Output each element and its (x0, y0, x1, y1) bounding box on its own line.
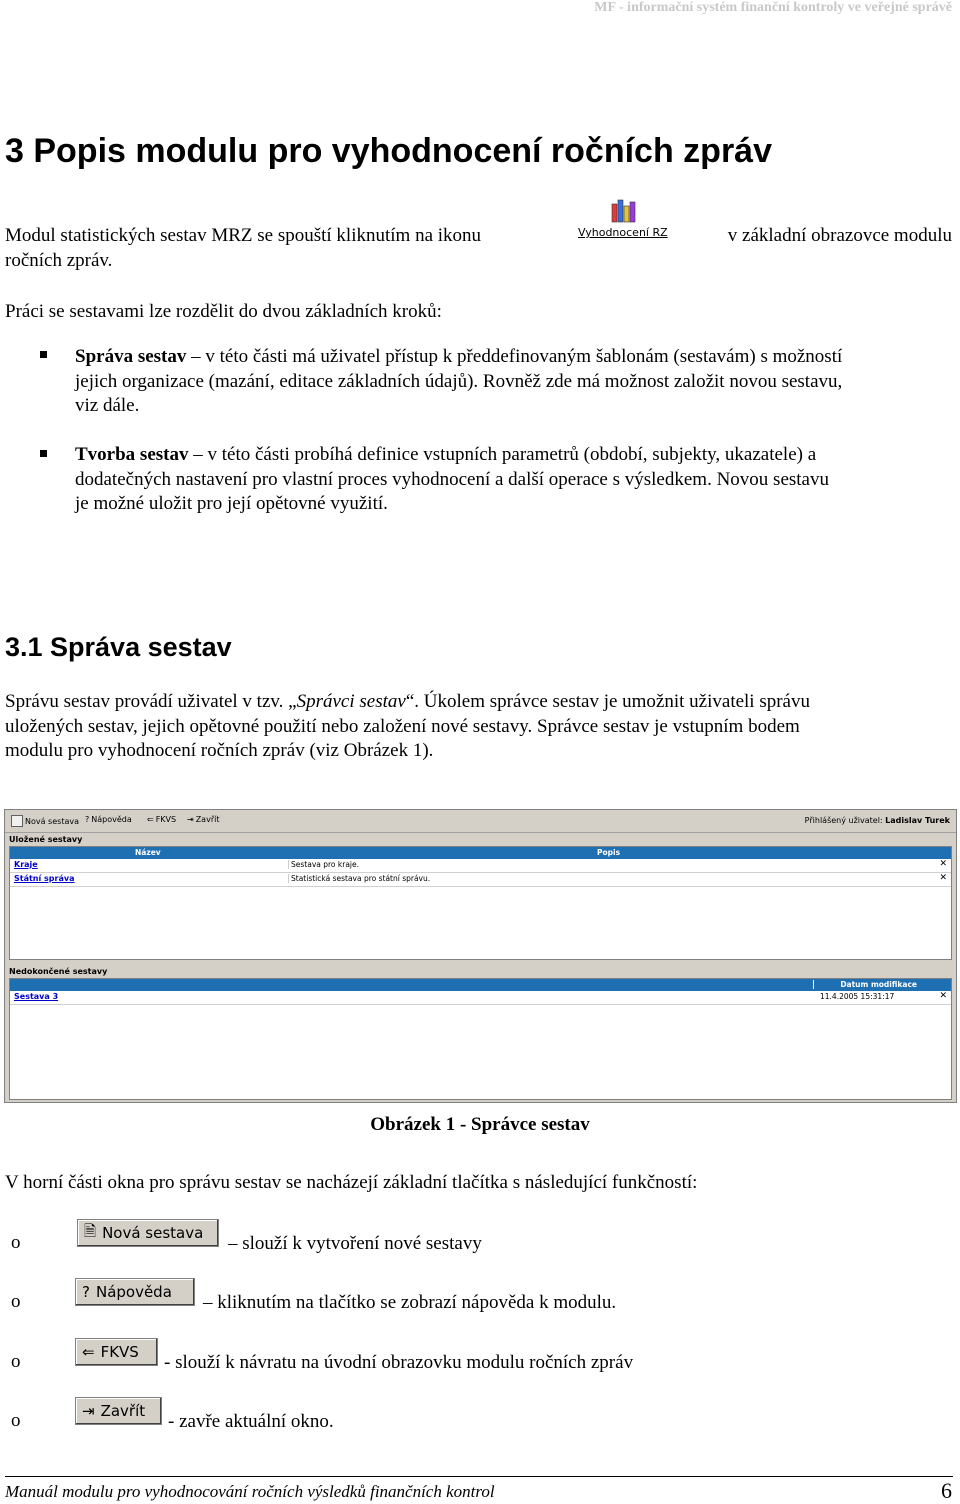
user-name: Ladislav Turek (885, 816, 950, 825)
back-arrow-icon: ⇐ (147, 815, 154, 824)
bullet-text: je možné uložit pro její opětovné využití. (75, 493, 388, 514)
button-label: FKVS (100, 1343, 139, 1361)
new-document-icon (11, 815, 23, 827)
bullet-text: dodatečných nastavení pro vlastní proces vyhodnocení a další operace s výsledkem. Novou sestavu (75, 468, 829, 490)
list-bullet: o (11, 1232, 21, 1253)
button-description: – slouží k vytvoření nové sestavy (228, 1233, 482, 1254)
report-link[interactable]: Sestava 3 (14, 992, 59, 1001)
new-document-icon: 🗎 (84, 1221, 97, 1240)
section-text: uložených sestav, jejich opětovné použití nebo založení nové sestavy. Správce sestav je vstupním bodem (5, 715, 800, 737)
bar-chart-icon (606, 196, 646, 224)
report-desc: Statistická sestava pro státní správu. (288, 874, 430, 883)
running-header: MF - informační systém finanční kontroly ve veřejné správě (594, 0, 952, 15)
report-link[interactable]: Státní správa (14, 874, 75, 883)
bullet-term: Správa sestav (75, 346, 187, 367)
napoveda-button[interactable] (85, 815, 132, 824)
button-description: - zavře aktuální okno. (168, 1411, 334, 1432)
intro-text-2: v základní obrazovce modulu (727, 225, 952, 246)
button-description: – kliknutím na tlačítko se zobrazí nápověda k modulu. (203, 1292, 617, 1313)
col-name-header: Název (135, 848, 161, 857)
toolbar-label: FKVS (155, 815, 177, 824)
list-bullet: o (11, 1291, 21, 1312)
help-icon: ? (85, 815, 90, 824)
bullet-text: jejich organizace (mazání, editace základních údajů). Rovněž zde má možnost založit novou sestavu, (75, 370, 843, 392)
vyhodnoceni-rz-icon[interactable] (578, 196, 670, 242)
bullet-text: – v této části má uživatel přístup k předdefinovaným šablonám (sestavám) s možností (186, 346, 843, 367)
help-icon: ? (82, 1283, 90, 1301)
button-label: Zavřít (100, 1402, 146, 1420)
heading-1: 3 Popis modulu pro vyhodnocení ročních zpráv (5, 132, 772, 170)
back-arrow-icon: ⇐ (82, 1343, 95, 1361)
bullet-item-tvorba (75, 443, 953, 517)
bullet-square (40, 450, 47, 457)
toolbar (5, 810, 956, 833)
fkvs-button[interactable] (147, 815, 176, 824)
table-row[interactable] (10, 991, 951, 1005)
footer-text: Manuál modulu pro vyhodnocování ročních výsledků finančních kontrol (5, 1482, 495, 1501)
intro-text-3: ročních zpráv. (5, 250, 113, 271)
col-desc-header: Popis (597, 848, 621, 857)
section-text: “. Úkolem správce sestav je umožnit uživateli správu (405, 691, 810, 712)
bullet-text: – v této části probíhá definice vstupních parametrů (období, subjekty, ukazatele) a (188, 444, 817, 465)
unfinished-reports-table (9, 978, 952, 1100)
list-bullet: o (11, 1351, 21, 1372)
zavrit-button-image (75, 1397, 162, 1425)
napoveda-button-image (75, 1278, 195, 1306)
toolbar-label: Nová sestava (25, 816, 79, 826)
user-label: Přihlášený uživatel: (804, 816, 883, 825)
steps-intro: Práci se sestavami lze rozdělit do dvou základních kroků: (5, 301, 442, 322)
vyhodnoceni-rz-label: Vyhodnocení RZ (578, 226, 668, 239)
logged-user (805, 816, 950, 825)
fkvs-button-image (75, 1338, 158, 1366)
bullet-text: viz dále. (75, 395, 140, 416)
page-number: 6 (941, 1478, 952, 1503)
col-modified-header: Datum modifikace (813, 980, 943, 989)
report-modified: 11.4.2005 15:31:17 (820, 992, 895, 1001)
table-row[interactable] (10, 873, 951, 887)
button-label: Nová sestava (102, 1224, 204, 1242)
heading-2: 3.1 Správa sestav (5, 632, 232, 662)
exit-icon: ⇥ (187, 815, 194, 824)
bullet-square (40, 351, 47, 358)
intro-text-1: Modul statistických sestav MRZ se spouští kliknutím na ikonu (5, 225, 482, 246)
saved-reports-table (9, 846, 952, 960)
buttons-intro: V horní části okna pro správu sestav se nacházejí základní tlačítka s následující funkčností: (5, 1172, 698, 1193)
report-link[interactable]: Kraje (14, 860, 38, 869)
section-text-italic: Správci sestav (296, 691, 406, 712)
exit-icon: ⇥ (82, 1402, 95, 1420)
delete-icon[interactable]: ✕ (939, 859, 947, 869)
nova-sestava-button[interactable] (11, 815, 79, 827)
toolbar-label: Nápověda (91, 815, 132, 824)
button-description: - slouží k návratu na úvodní obrazovku modulu ročních zpráv (164, 1352, 634, 1373)
unfinished-reports-title: Nedokončené sestavy (9, 967, 108, 976)
delete-icon[interactable]: ✕ (939, 991, 947, 1001)
table-header (10, 979, 951, 991)
saved-reports-title: Uložené sestavy (9, 835, 83, 844)
report-desc: Sestava pro kraje. (288, 860, 359, 869)
section-text: modulu pro vyhodnocení ročních zpráv (viz Obrázek 1). (5, 740, 434, 761)
figure-caption: Obrázek 1 - Správce sestav (370, 1114, 590, 1135)
table-header (10, 847, 951, 859)
footer-rule (5, 1476, 953, 1477)
toolbar-label: Zavřít (195, 815, 220, 824)
zavrit-button[interactable] (187, 815, 219, 824)
nova-sestava-button-image (77, 1219, 219, 1247)
section-text: Správu sestav provádí uživatel v tzv. „ (5, 691, 297, 712)
delete-icon[interactable]: ✕ (939, 873, 947, 883)
section-paragraph (5, 690, 953, 764)
list-bullet: o (11, 1410, 21, 1431)
spravce-sestav-screenshot (4, 809, 957, 1103)
bullet-term: Tvorba sestav (75, 444, 189, 465)
bullet-item-sprava (75, 345, 953, 419)
button-label: Nápověda (95, 1283, 172, 1301)
table-row[interactable] (10, 859, 951, 873)
